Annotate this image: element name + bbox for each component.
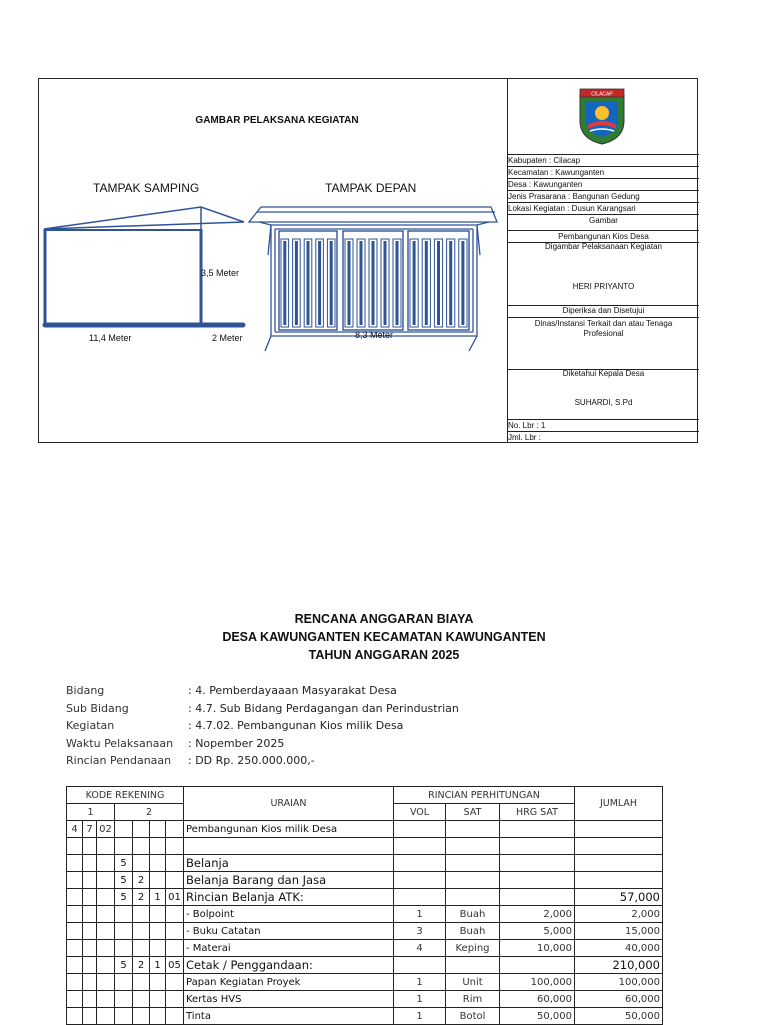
length-dimension: 11,4 Meter xyxy=(89,333,132,343)
kode-cell xyxy=(115,923,133,940)
rab-table xyxy=(66,786,663,1025)
kode-cell xyxy=(115,940,133,957)
vol-cell xyxy=(394,872,446,889)
kode-cell xyxy=(133,974,150,991)
kode-cell xyxy=(133,991,150,1008)
kode-cell xyxy=(150,838,166,855)
sat-cell: Buah xyxy=(446,906,500,923)
kode-cell: 7 xyxy=(83,821,97,838)
kode-cell xyxy=(67,906,83,923)
info-row xyxy=(66,700,459,718)
hrg-sat-cell xyxy=(500,889,575,906)
jumlah-cell xyxy=(575,821,663,838)
sat-cell: Buah xyxy=(446,923,500,940)
hrg-sat-cell xyxy=(500,872,575,889)
kode-cell xyxy=(67,889,83,906)
panel-lokasi: Lokasi Kegiatan : Dusun Karangsari xyxy=(508,202,699,214)
kode-cell xyxy=(166,1008,184,1025)
kode-cell xyxy=(97,991,115,1008)
hrg-sat-cell: 60,000 xyxy=(500,991,575,1008)
kode-cell: 2 xyxy=(133,872,150,889)
kode-cell xyxy=(166,974,184,991)
uraian-cell: Belanja Barang dan Jasa xyxy=(184,872,394,889)
table-row xyxy=(67,838,663,855)
panel-kabupaten: Kabupaten : Cilacap xyxy=(508,154,699,166)
table-row xyxy=(67,855,663,872)
info-row xyxy=(66,735,459,753)
uraian-cell: - Buku Catatan xyxy=(184,923,394,940)
vol-cell: 1 xyxy=(394,974,446,991)
jumlah-cell: 210,000 xyxy=(575,957,663,974)
kode-cell xyxy=(150,855,166,872)
kode-cell xyxy=(166,923,184,940)
kode-cell: 5 xyxy=(115,855,133,872)
info-value: : 4.7. Sub Bidang Perdagangan dan Perindustrian xyxy=(188,701,459,715)
header-jumlah: JUMLAH xyxy=(575,787,663,821)
panel-kades-name: SUHARDI, S.Pd xyxy=(574,398,633,407)
jumlah-cell xyxy=(575,872,663,889)
jumlah-cell: 2,000 xyxy=(575,906,663,923)
kode-cell xyxy=(97,940,115,957)
info-label: Waktu Pelaksanaan xyxy=(66,736,174,750)
kode-cell xyxy=(115,974,133,991)
hrg-sat-cell xyxy=(500,957,575,974)
header-col-1: 1 xyxy=(67,804,115,821)
table-row xyxy=(67,1008,663,1025)
table-row xyxy=(67,957,663,974)
vol-cell xyxy=(394,821,446,838)
kode-cell xyxy=(67,855,83,872)
rab-title-line2: DESA KAWUNGANTEN KECAMATAN KAWUNGANTEN xyxy=(222,630,546,644)
front-view-label: TAMPAK DEPAN xyxy=(325,181,417,195)
kode-cell xyxy=(166,838,184,855)
kode-cell: 5 xyxy=(115,872,133,889)
header-vol: VOL xyxy=(394,804,446,821)
info-value: : 4.7.02. Pembangunan Kios milik Desa xyxy=(188,719,404,732)
kode-cell xyxy=(133,906,150,923)
kode-cell xyxy=(150,906,166,923)
table-row xyxy=(67,940,663,957)
kode-cell xyxy=(67,872,83,889)
rab-title-line3: TAHUN ANGGARAN 2025 xyxy=(308,648,460,662)
vol-cell xyxy=(394,889,446,906)
sat-cell xyxy=(446,889,500,906)
jumlah-cell xyxy=(575,838,663,855)
sat-cell: Rim xyxy=(446,991,500,1008)
kode-cell xyxy=(67,974,83,991)
table-row xyxy=(67,923,663,940)
vol-cell xyxy=(394,838,446,855)
hrg-sat-cell xyxy=(500,855,575,872)
kode-cell xyxy=(150,1008,166,1025)
hrg-sat-cell: 2,000 xyxy=(500,906,575,923)
kode-cell xyxy=(83,940,97,957)
kode-cell xyxy=(83,838,97,855)
sat-cell xyxy=(446,855,500,872)
kode-cell xyxy=(83,957,97,974)
kode-cell xyxy=(97,974,115,991)
kode-cell: 01 xyxy=(166,889,184,906)
jumlah-cell: 57,000 xyxy=(575,889,663,906)
kode-cell xyxy=(150,991,166,1008)
kode-cell xyxy=(166,821,184,838)
kode-cell xyxy=(83,855,97,872)
kode-cell xyxy=(83,1008,97,1025)
sat-cell: Botol xyxy=(446,1008,500,1025)
table-row xyxy=(67,974,663,991)
header-hrg-sat: HRG SAT xyxy=(500,804,575,821)
kode-cell xyxy=(115,821,133,838)
info-value: : Nopember 2025 xyxy=(188,736,285,750)
hrg-sat-cell xyxy=(500,821,575,838)
kode-cell xyxy=(133,855,150,872)
panel-no-lbr: No. Lbr : 1 xyxy=(508,419,699,431)
jumlah-cell xyxy=(575,855,663,872)
panel-desa: Desa : Kawunganten xyxy=(508,178,699,190)
table-row xyxy=(67,872,663,889)
kode-cell xyxy=(97,872,115,889)
kode-cell xyxy=(97,906,115,923)
header-sat: SAT xyxy=(446,804,500,821)
drawing-sheet xyxy=(38,78,698,443)
kode-cell xyxy=(133,838,150,855)
info-row xyxy=(66,717,459,735)
kode-cell xyxy=(83,889,97,906)
kode-cell xyxy=(97,957,115,974)
info-row xyxy=(66,682,459,700)
kode-cell xyxy=(67,991,83,1008)
sat-cell xyxy=(446,821,500,838)
vol-cell: 1 xyxy=(394,991,446,1008)
kode-cell xyxy=(133,923,150,940)
sat-cell xyxy=(446,838,500,855)
uraian-cell: Cetak / Penggandaan: xyxy=(184,957,394,974)
sat-cell xyxy=(446,872,500,889)
table-row xyxy=(67,889,663,906)
panel-kecamatan: Kecamatan : Kawunganten xyxy=(508,166,699,178)
kode-cell xyxy=(133,940,150,957)
kode-cell xyxy=(97,1008,115,1025)
kode-cell xyxy=(97,889,115,906)
panel-jml-lbr: Jml. Lbr : xyxy=(508,431,699,443)
kode-cell xyxy=(166,940,184,957)
side-view-label: TAMPAK SAMPING xyxy=(93,181,200,195)
panel-diperiksa: Diperiksa dan Disetujui xyxy=(562,306,645,315)
panel-diketahui: Diketahui Kepala Desa xyxy=(562,369,645,378)
jumlah-cell: 50,000 xyxy=(575,1008,663,1025)
panel-jenis-prasarana: Jenis Prasarana : Bangunan Gedung xyxy=(508,190,699,202)
uraian-cell: Tinta xyxy=(184,1008,394,1025)
panel-digambar: Digambar Pelaksanaan Kegiatan xyxy=(545,242,662,251)
uraian-cell: Belanja xyxy=(184,855,394,872)
uraian-cell: Papan Kegiatan Proyek xyxy=(184,974,394,991)
cilacap-emblem xyxy=(578,87,626,145)
kode-cell xyxy=(166,855,184,872)
kode-cell: 4 xyxy=(67,821,83,838)
jumlah-cell: 40,000 xyxy=(575,940,663,957)
vol-cell xyxy=(394,957,446,974)
kode-cell xyxy=(150,872,166,889)
height-dimension: 3,5 Meter xyxy=(201,268,240,278)
kode-cell xyxy=(115,991,133,1008)
rab-title-line1: RENCANA ANGGARAN BIAYA xyxy=(294,612,474,626)
table-row xyxy=(67,991,663,1008)
kode-cell: 02 xyxy=(97,821,115,838)
panel-gambar: Gambar xyxy=(508,214,699,226)
sat-cell xyxy=(446,957,500,974)
vol-cell: 3 xyxy=(394,923,446,940)
header-col-2: 2 xyxy=(115,804,184,821)
vol-cell: 4 xyxy=(394,940,446,957)
vol-cell xyxy=(394,855,446,872)
panel-dinas: Dinas/Instansi Terkait dan atau Tenaga Profesional xyxy=(534,319,673,338)
width-dimension: 8,3 Meter xyxy=(355,330,394,340)
table-row xyxy=(67,906,663,923)
jumlah-cell: 60,000 xyxy=(575,991,663,1008)
info-label: Sub Bidang xyxy=(66,701,129,715)
kode-cell xyxy=(67,957,83,974)
kode-cell xyxy=(150,974,166,991)
kode-cell xyxy=(115,838,133,855)
kode-cell xyxy=(115,906,133,923)
kode-cell xyxy=(83,974,97,991)
info-value: : 4. Pemberdayaaan Masyarakat Desa xyxy=(188,684,397,697)
kode-cell xyxy=(83,906,97,923)
kode-cell xyxy=(67,923,83,940)
uraian-cell: Rincian Belanja ATK: xyxy=(184,889,394,906)
kode-cell: 5 xyxy=(115,889,133,906)
overhang-dimension: 2 Meter xyxy=(212,333,243,343)
kode-cell: 1 xyxy=(150,889,166,906)
panel-pembangunan: Pembangunan Kios Desa xyxy=(508,230,699,242)
header-kode-rekening: KODE REKENING xyxy=(67,787,184,804)
kode-cell xyxy=(166,872,184,889)
emblem-text: CILACAP xyxy=(591,91,613,98)
info-label: Rincian Pendanaan xyxy=(66,754,172,767)
sat-cell: Unit xyxy=(446,974,500,991)
kode-cell xyxy=(97,838,115,855)
kode-cell: 2 xyxy=(133,889,150,906)
kode-cell xyxy=(83,991,97,1008)
hrg-sat-cell: 100,000 xyxy=(500,974,575,991)
header-uraian: URAIAN xyxy=(184,787,394,821)
kode-cell xyxy=(97,923,115,940)
hrg-sat-cell: 10,000 xyxy=(500,940,575,957)
kode-cell: 05 xyxy=(166,957,184,974)
header-rincian: RINCIAN PERHITUNGAN xyxy=(394,787,575,804)
uraian-cell xyxy=(184,838,394,855)
uraian-cell: Pembangunan Kios milik Desa xyxy=(184,821,394,838)
kode-cell xyxy=(166,906,184,923)
jumlah-cell: 100,000 xyxy=(575,974,663,991)
kode-cell xyxy=(133,821,150,838)
title-block xyxy=(507,79,699,442)
info-label: Kegiatan xyxy=(66,719,115,732)
hrg-sat-cell: 50,000 xyxy=(500,1008,575,1025)
rab-table-body xyxy=(67,821,663,1025)
sat-cell: Keping xyxy=(446,940,500,957)
info-row xyxy=(66,752,459,770)
kode-cell xyxy=(97,855,115,872)
hrg-sat-cell xyxy=(500,838,575,855)
kode-cell: 5 xyxy=(115,957,133,974)
info-value: : DD Rp. 250.000.000,- xyxy=(188,754,315,767)
hrg-sat-cell: 5,000 xyxy=(500,923,575,940)
kode-cell xyxy=(83,923,97,940)
kode-cell: 1 xyxy=(150,957,166,974)
jumlah-cell: 15,000 xyxy=(575,923,663,940)
kode-cell xyxy=(115,1008,133,1025)
uraian-cell: Kertas HVS xyxy=(184,991,394,1008)
kode-cell xyxy=(83,872,97,889)
kode-cell xyxy=(67,1008,83,1025)
rab-info xyxy=(66,682,459,770)
kode-cell xyxy=(67,838,83,855)
vol-cell: 1 xyxy=(394,1008,446,1025)
side-view xyxy=(44,207,244,326)
panel-pelaksana-name: HERI PRIYANTO xyxy=(572,282,635,291)
kode-cell xyxy=(150,923,166,940)
rab-title xyxy=(0,610,768,664)
kode-cell xyxy=(166,991,184,1008)
kode-cell xyxy=(150,940,166,957)
building-drawing xyxy=(39,79,507,442)
kode-cell xyxy=(150,821,166,838)
kode-cell xyxy=(133,1008,150,1025)
info-label: Bidang xyxy=(66,684,105,697)
uraian-cell: - Bolpoint xyxy=(184,906,394,923)
uraian-cell: - Materai xyxy=(184,940,394,957)
drawing-title: GAMBAR PELAKSANA KEGIATAN xyxy=(195,115,359,126)
kode-cell: 2 xyxy=(133,957,150,974)
kode-cell xyxy=(67,940,83,957)
vol-cell: 1 xyxy=(394,906,446,923)
table-row xyxy=(67,821,663,838)
